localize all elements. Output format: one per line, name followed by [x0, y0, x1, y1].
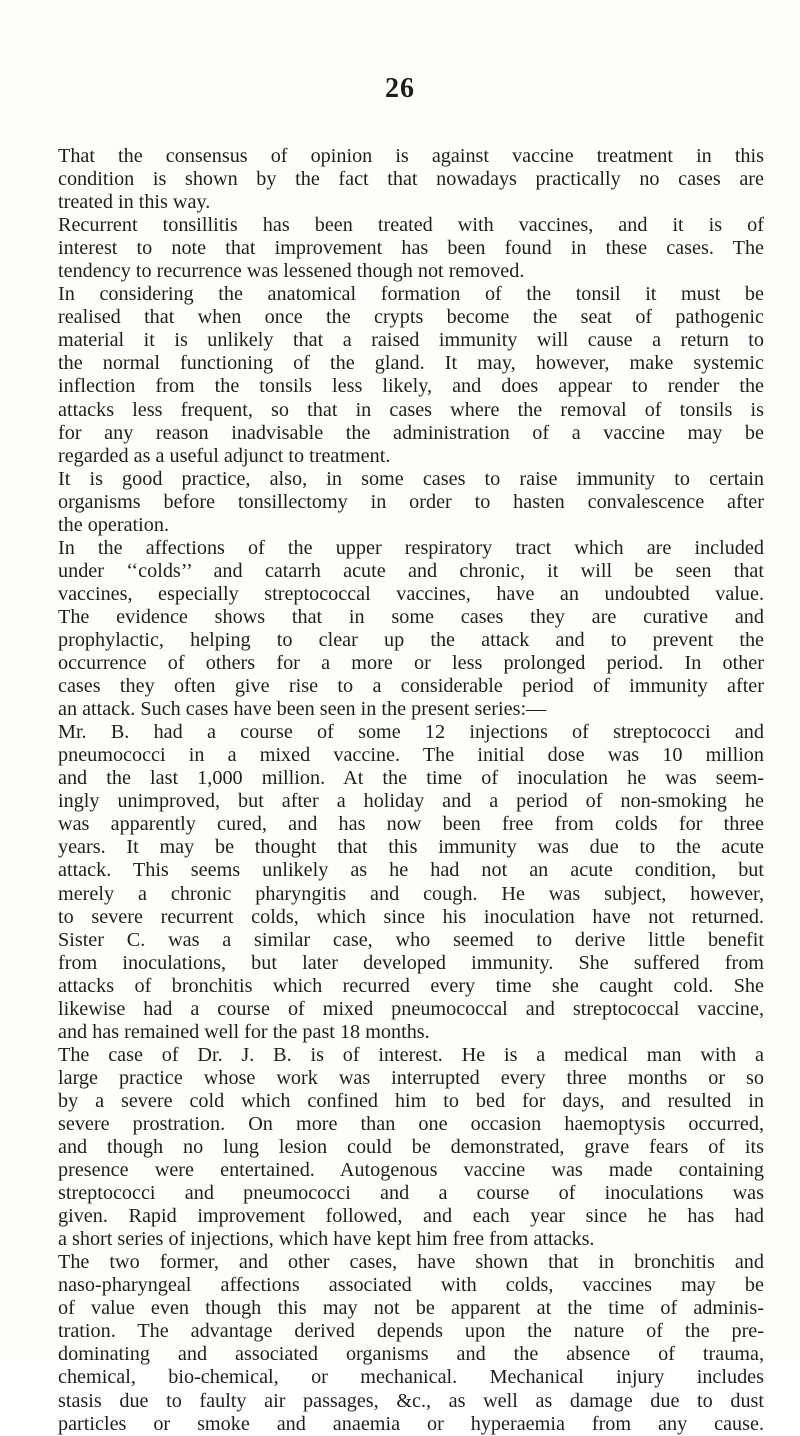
text-line: inflection from the tonsils less likely, and does appear to render the	[58, 375, 764, 398]
text-line: of value even though this may not be apparent at the time of adminis-	[58, 1297, 764, 1320]
text-line: an attack. Such cases have been seen in the present series:—	[58, 698, 547, 721]
text-line: attacks of bronchitis which recurred every time she caught cold. She	[58, 974, 764, 997]
page-number: 26	[385, 73, 415, 104]
text-line: particles or smoke and anaemia or hyperaemia from any cause.	[58, 1412, 764, 1435]
text-line: dominating and associated organisms and the absence of trauma,	[58, 1343, 764, 1366]
text-line: condition is shown by the fact that nowadays practically no cases are	[58, 168, 764, 191]
text-line: The evidence shows that in some cases they are curative and	[58, 605, 764, 628]
text-line: That the consensus of opinion is against vaccine treatment in this	[58, 145, 764, 167]
text-line: attack. This seems unlikely as he had not an acute condition, but	[58, 859, 764, 882]
text-line: Recurrent tonsillitis has been treated with vaccines, and it is of	[58, 214, 764, 237]
text-line: prophylactic, helping to clear up the attack and to prevent the	[58, 628, 764, 651]
text-line: years. It may be thought that this immunity was due to the acute	[58, 836, 764, 859]
text-line: vaccines, especially streptococcal vaccines, have an undoubted value.	[58, 582, 764, 605]
text-line: under ‘‘colds’’ and catarrh acute and chronic, it will be seen that	[58, 559, 764, 582]
text-line: and has remained well for the past 18 months.	[58, 1020, 430, 1043]
text-line: material it is unlikely that a raised immunity will cause a return to	[58, 329, 764, 352]
text-line: to severe recurrent colds, which since his inoculation have not returned.	[58, 905, 764, 928]
text-line: given. Rapid improvement followed, and each year since he has had	[58, 1205, 764, 1228]
text-line: treated in this way.	[58, 191, 211, 214]
text-line: for any reason inadvisable the administration of a vaccine may be	[58, 421, 764, 444]
text-line: likewise had a course of mixed pneumococcal and streptococcal vaccine,	[58, 997, 764, 1020]
text-line: tration. The advantage derived depends upon the nature of the pre-	[58, 1320, 764, 1343]
text-line: pneumococci in a mixed vaccine. The initial dose was 10 million	[58, 744, 764, 767]
text-line: In the affections of the upper respiratory tract which are included	[58, 536, 764, 559]
text-line: naso-pharyngeal affections associated with colds, vaccines may be	[58, 1274, 764, 1297]
text-line: attacks less frequent, so that in cases where the removal of tonsils is	[58, 398, 764, 421]
text-line: merely a chronic pharyngitis and cough. He was subject, however,	[58, 882, 764, 905]
text-line: Mr. B. had a course of some 12 injections of streptococci and	[58, 721, 764, 744]
body-text	[58, 145, 764, 1436]
text-line: regarded as a useful adjunct to treatment.	[58, 444, 391, 467]
text-line: realised that when once the crypts become the seat of pathogenic	[58, 306, 764, 329]
text-line: the operation.	[58, 513, 169, 536]
text-line: and though no lung lesion could be demonstrated, grave fears of its	[58, 1136, 764, 1159]
text-line: a short series of injections, which have kept him free from attacks.	[58, 1228, 595, 1251]
text-line: interest to note that improvement has been found in these cases. The	[58, 237, 764, 260]
text-line: and the last 1,000 million. At the time of inoculation he was seem-	[58, 767, 764, 790]
text-line: It is good practice, also, in some cases to raise immunity to certain	[58, 467, 764, 490]
text-line: cases they often give rise to a considerable period of immunity after	[58, 675, 764, 698]
text-line: The case of Dr. J. B. is of interest. He is a medical man with a	[58, 1043, 764, 1066]
text-line: ingly unimproved, but after a holiday and a period of non-smoking he	[58, 790, 764, 813]
text-line: occurrence of others for a more or less prolonged period. In other	[58, 652, 764, 675]
text-line: by a severe cold which confined him to bed for days, and resulted in	[58, 1089, 764, 1112]
text-line: presence were entertained. Autogenous vaccine was made containing	[58, 1159, 764, 1182]
text-line: was apparently cured, and has now been free from colds for three	[58, 813, 764, 836]
text-line: severe prostration. On more than one occasion haemoptysis occurred,	[58, 1112, 764, 1135]
text-line: chemical, bio-chemical, or mechanical. Mechanical injury includes	[58, 1366, 764, 1389]
text-line: from inoculations, but later developed immunity. She suffered from	[58, 951, 764, 974]
text-line: stasis due to faulty air passages, &c., as well as damage due to dust	[58, 1389, 764, 1412]
text-line: tendency to recurrence was lessened though not removed.	[58, 260, 525, 283]
text-line: streptococci and pneumococci and a course of inoculations was	[58, 1182, 764, 1205]
text-line: large practice whose work was interrupted every three months or so	[58, 1066, 764, 1089]
text-line: organisms before tonsillectomy in order to hasten convalescence after	[58, 490, 764, 513]
text-line: Sister C. was a similar case, who seemed to derive little benefit	[58, 928, 764, 951]
text-line: In considering the anatomical formation of the tonsil it must be	[58, 283, 764, 306]
text-line: the normal functioning of the gland. It may, however, make systemic	[58, 352, 764, 375]
text-line: The two former, and other cases, have shown that in bronchitis and	[58, 1251, 764, 1274]
